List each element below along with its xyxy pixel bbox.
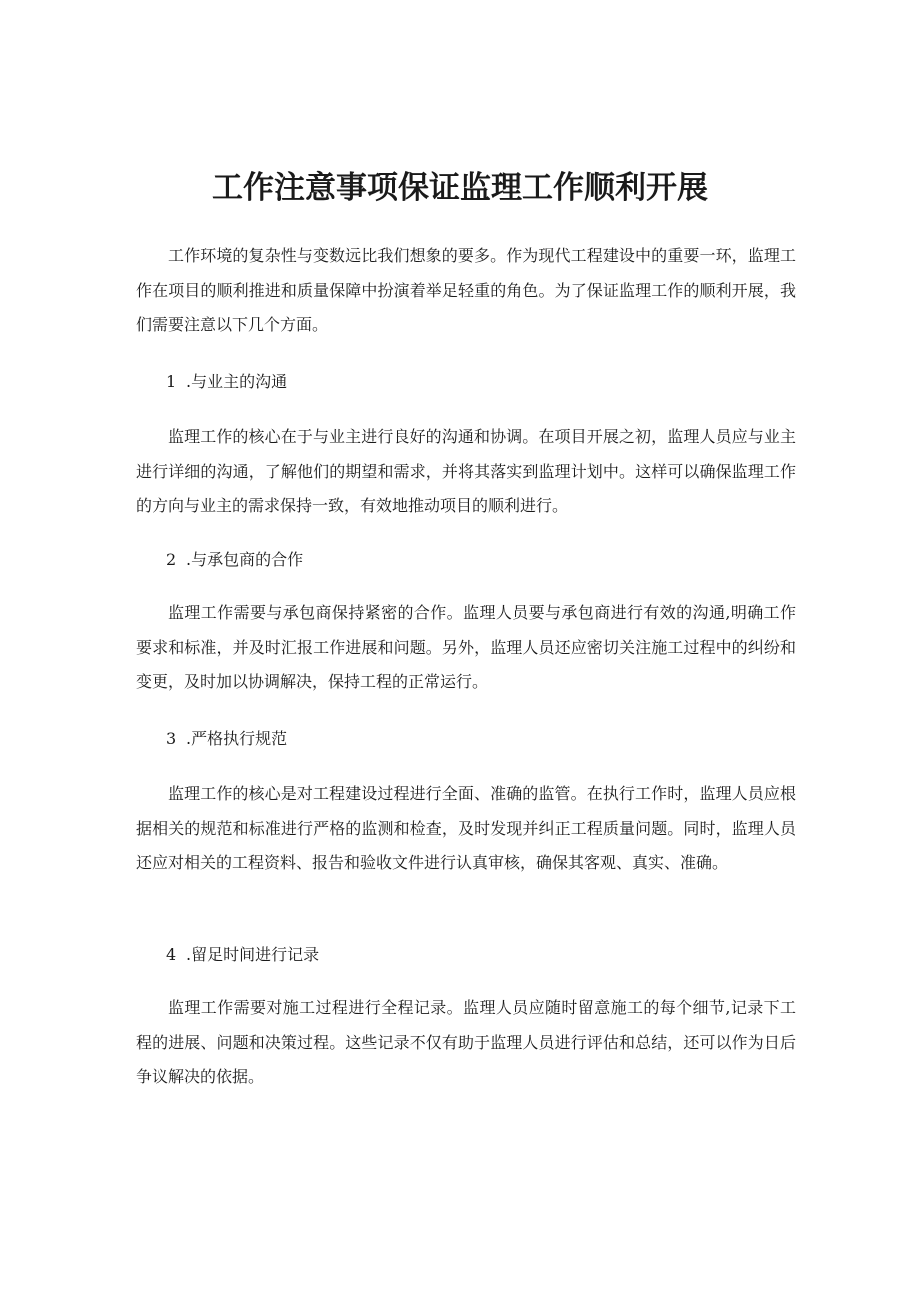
section-heading-3: [166, 724, 287, 754]
section-number: 2: [166, 550, 177, 569]
section-heading-1: [166, 367, 287, 397]
section-body-2: 监理工作需要与承包商保持紧密的合作。监理人员要与承包商进行有效的沟通,明确工作要求和标准，并及时汇报工作进展和问题。另外，监理人员还应密切关注施工过程中的纠纷和变更，及时加以协调解决，保持工程的正常运行。: [136, 603, 796, 691]
section-body-3: 监理工作的核心是对工程建设过程进行全面、准确的监管。在执行工作时，监理人员应根据相关的规范和标准进行严格的监测和检查，及时发现并纠正工程质量问题。同时，监理人员还应对相关的工程资料、报告和验收文件进行认真审核，确保其客观、真实、准确。: [136, 784, 796, 872]
section-heading-text: .严格执行规范: [186, 729, 288, 748]
section-heading-text: .与承包商的合作: [186, 550, 304, 569]
section-heading-2: [166, 545, 303, 575]
section-heading-text: .与业主的沟通: [186, 372, 288, 391]
section-body-1: 监理工作的核心在于与业主进行良好的沟通和协调。在项目开展之初，监理人员应与业主进行详细的沟通，了解他们的期望和需求，并将其落实到监理计划中。这样可以确保监理工作的方向与业主的需求保持一致，有效地推动项目的顺利进行。: [136, 427, 796, 515]
section-heading-4: [166, 940, 319, 970]
section-number: 3: [166, 729, 177, 748]
section-number: 1: [166, 372, 177, 391]
document-title: 工作注意事项保证监理工作顺利开展: [212, 170, 708, 206]
section-heading-text: .留足时间进行记录: [186, 945, 320, 964]
intro-paragraph: 工作环境的复杂性与变数远比我们想象的要多。作为现代工程建设中的重要一环，监理工作在项目的顺利推进和质量保障中扮演着举足轻重的角色。为了保证监理工作的顺利开展，我们需要注意以下几个方面。: [136, 246, 796, 334]
section-number: 4: [166, 945, 177, 964]
section-body-4: 监理工作需要对施工过程进行全程记录。监理人员应随时留意施工的每个细节,记录下工程的进展、问题和决策过程。这些记录不仅有助于监理人员进行评估和总结，还可以作为日后争议解决的依据。: [136, 998, 796, 1086]
